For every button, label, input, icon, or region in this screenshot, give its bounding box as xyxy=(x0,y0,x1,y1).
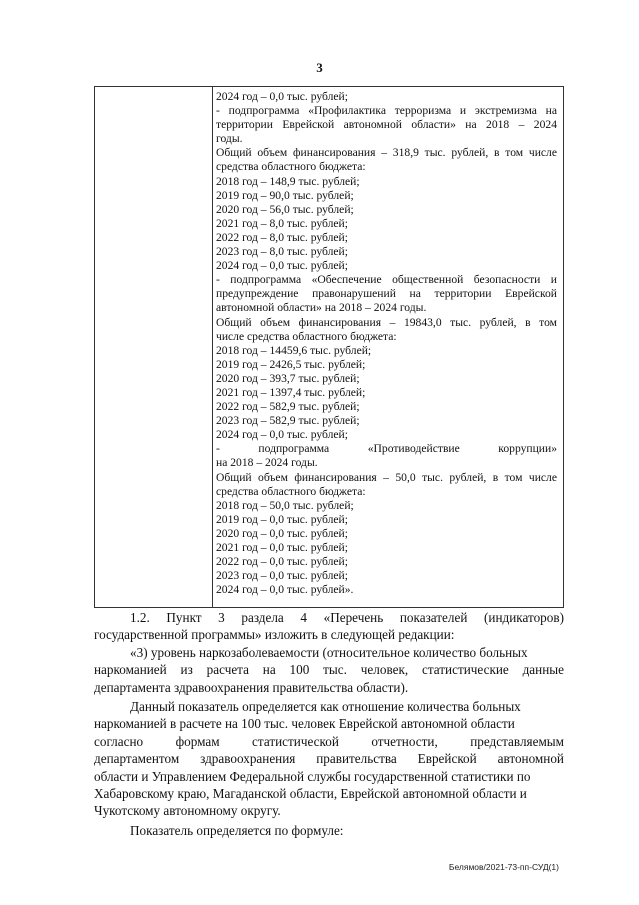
funding-cell xyxy=(216,90,557,597)
cell-line: 2021 год – 0,0 тыс. рублей; xyxy=(216,541,348,554)
paragraph-line: согласно формам статистической отчетности, представляемым xyxy=(94,733,564,749)
cell-line: 2024 год – 0,0 тыс. рублей; xyxy=(216,428,348,442)
table-column-divider xyxy=(212,87,213,607)
paragraph-line: 1.2. Пункт 3 раздела 4 «Перечень показателей (индикаторов) xyxy=(130,610,564,625)
paragraph-line: департамента здравоохранения правительства области). xyxy=(94,679,409,695)
paragraph-line: Показатель определяется по формуле: xyxy=(130,822,344,838)
cell-line: 2021 год – 1397,4 тыс. рублей; xyxy=(216,385,366,399)
cell-line: средства областного бюджета: xyxy=(216,484,366,498)
cell-line: 2021 год – 8,0 тыс. рублей; xyxy=(216,216,348,230)
cell-line: 2018 год – 50,0 тыс. рублей; xyxy=(216,498,354,512)
paragraph-line: Данный показатель определяется как отношение количества больных xyxy=(130,698,521,714)
cell-line: 2023 год – 0,0 тыс. рублей; xyxy=(216,569,348,583)
paragraph-line: государственной программы» изложить в следующей редакции: xyxy=(94,627,455,643)
cell-line: Общий объем финансирования – 50,0 тыс. рублей, в том числе xyxy=(216,470,557,484)
cell-line: 2019 год – 90,0 тыс. рублей; xyxy=(216,188,354,202)
cell-line: - подпрограмма «Профилактика терроризма и экстремизма на xyxy=(216,104,557,118)
cell-line: 2019 год – 2426,5 тыс. рублей; xyxy=(216,357,366,371)
cell-line: средства областного бюджета: xyxy=(216,160,366,174)
cell-line: Общий объем финансирования – 19843,0 тыс. рублей, в том xyxy=(216,315,557,329)
cell-line: 2022 год – 0,0 тыс. рублей; xyxy=(216,555,348,569)
paragraph-line: департаментом здравоохранения правительства Еврейской автономной xyxy=(94,751,564,767)
program-table xyxy=(94,86,564,608)
body-text xyxy=(94,609,564,839)
cell-line: 2018 год – 148,9 тыс. рублей; xyxy=(216,174,360,188)
cell-line: 2020 год – 0,0 тыс. рублей; xyxy=(216,526,348,540)
cell-line: годы. xyxy=(216,132,243,146)
page-number: 3 xyxy=(316,60,323,75)
cell-line: 2024 год – 0,0 тыс. рублей; xyxy=(216,90,348,103)
cell-line: предупреждение правонарушений на территории Еврейской xyxy=(216,287,557,301)
cell-line: 2019 год – 0,0 тыс. рублей; xyxy=(216,512,348,526)
cell-line: 2024 год – 0,0 тыс. рублей». xyxy=(216,583,354,597)
cell-line: на 2018 – 2024 годы. xyxy=(216,456,318,470)
cell-line: - подпрограмма «Обеспечение общественной безопасности и xyxy=(216,273,557,287)
cell-line: 2018 год – 14459,6 тыс. рублей; xyxy=(216,343,372,357)
cell-line: 2020 год – 56,0 тыс. рублей; xyxy=(216,202,354,216)
cell-line: 2023 год – 582,9 тыс. рублей; xyxy=(216,414,360,428)
paragraph-line: Чукотскому автономному округу. xyxy=(94,803,281,819)
cell-line: 2024 год – 0,0 тыс. рублей; xyxy=(216,259,348,273)
cell-line: 2020 год – 393,7 тыс. рублей; xyxy=(216,371,360,385)
footer-code: Белямов/2021-73-пп-СУД(1) xyxy=(448,862,559,872)
cell-line: 2022 год – 582,9 тыс. рублей; xyxy=(216,400,360,414)
paragraph-line: «3) уровень наркозаболеваемости (относительное количество больных xyxy=(130,644,528,660)
paragraph-line: Хабаровскому краю, Магаданской области, Еврейской автономной области и xyxy=(94,785,527,801)
paragraph-line: области и Управлением Федеральной службы государственной статистики по xyxy=(94,768,531,784)
cell-line: автономной области» на 2018 – 2024 годы. xyxy=(216,301,427,315)
cell-line: территории Еврейской автономной области» на 2018 – 2024 xyxy=(216,118,557,132)
paragraph-line: наркоманией в расчете на 100 тыс. человек Еврейской автономной области xyxy=(94,716,515,732)
cell-line: 2023 год – 8,0 тыс. рублей; xyxy=(216,245,348,259)
cell-line: числе средства областного бюджета: xyxy=(216,329,397,343)
cell-line: 2022 год – 8,0 тыс. рублей; xyxy=(216,230,348,244)
cell-line: - подпрограмма «Противодействие коррупции» xyxy=(216,442,557,456)
paragraph-line: наркоманией из расчета на 100 тыс. человек, статистические данные xyxy=(94,662,564,678)
cell-line: Общий объем финансирования – 318,9 тыс. рублей, в том числе xyxy=(216,146,557,160)
